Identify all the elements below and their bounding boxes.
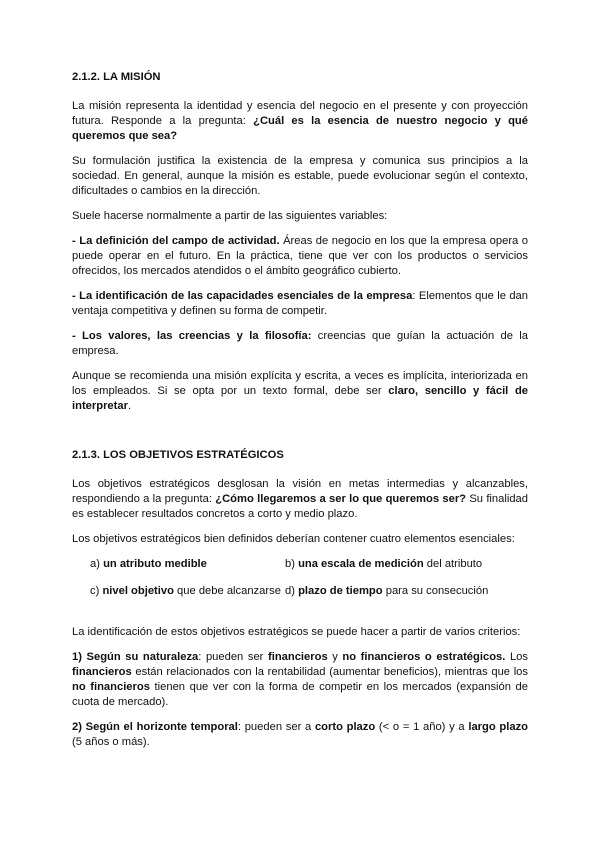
c1-t4: están relacionados con la rentabilidad (aumentar beneficios), mientras que los: [131, 666, 528, 678]
element-item: [285, 557, 528, 572]
c2-t2: (< o = 1 año) y a: [375, 721, 469, 733]
objetivos-paragraph-1: [72, 477, 528, 522]
c1-t1: : pueden ser: [198, 651, 268, 663]
criterion-naturaleza: [72, 650, 528, 710]
c1-t5: tienen que ver con la forma de competir en los mercados (expansión de cuota de mercado).: [72, 681, 528, 708]
variable-1-text: Áreas de negocio en los que la empresa opera o puede operar en el futuro. En la práctica, tiene que ver con los productos o servicios ofrecidos, los mercados atendidos o el ámbito geográfico cubierto.: [72, 235, 528, 277]
section-heading-mision: 2.1.2. LA MISIÓN: [72, 71, 161, 83]
element-prefix: b): [285, 558, 299, 570]
mision-variable-3: [72, 329, 528, 359]
element-bold: un atributo medible: [103, 558, 207, 570]
c1-t3: Los: [505, 651, 528, 663]
objetivos-paragraph-2: Los objetivos estratégicos bien definidos deberían contener cuatro elementos esenciales:: [72, 533, 515, 545]
mision-p1-question: ¿Cuál es la esencia de nuestro negocio y qué queremos que sea?: [72, 115, 528, 142]
element-prefix: c): [90, 585, 103, 597]
c2-b2: corto plazo: [314, 721, 376, 733]
criterion-2-title: 2) Según el horizonte temporal: [72, 721, 238, 733]
variable-1-title: - La definición del campo de actividad.: [72, 235, 280, 247]
element-item: [90, 557, 285, 572]
mision-p1-text: La misión representa la identidad y esencia del negocio en el presente y con proyección futura. Responde a la pregunta:: [72, 100, 528, 127]
final-text: Aunque se recomienda una misión explícita y escrita, a veces es implícita, interiorizada en los empleados. Si se opta por un texto formal, debe ser: [72, 370, 528, 397]
variable-3-title: - Los valores, las creencias y la filosofía:: [72, 330, 312, 342]
element-bold: nivel objetivo: [102, 585, 174, 597]
mision-paragraph-2: Su formulación justifica la existencia de la empresa y comunica sus principios a la sociedad. En general, aunque la misión es estable, puede evolucionar según el contexto, dificultades o cambios en la dirección.: [72, 155, 528, 197]
element-prefix: a): [90, 558, 104, 570]
c1-b2: financieros: [267, 651, 328, 663]
element-rest: que debe alcanzarse: [173, 585, 281, 597]
element-item: [90, 584, 285, 599]
mision-paragraph-final: [72, 369, 528, 414]
mision-variable-2: [72, 289, 528, 319]
section-heading-objetivos: 2.1.3. LOS OBJETIVOS ESTRATÉGICOS: [72, 449, 284, 461]
c2-t3: (5 años o más).: [72, 736, 150, 748]
element-bold: una escala de medición: [298, 558, 424, 570]
objetivos-p1-end: Su finalidad es establecer resultados concretos a corto y medio plazo.: [72, 493, 528, 520]
final-bold: claro, sencillo y fácil de interpretar: [72, 385, 528, 412]
c2-t1: : pueden ser a: [237, 721, 315, 733]
element-rest: para su consecución: [382, 585, 489, 597]
element-bold: plazo de tiempo: [298, 585, 383, 597]
c1-b5: no financieros: [72, 681, 150, 693]
mision-paragraph-3: Suele hacerse normalmente a partir de las siguientes variables:: [72, 210, 388, 222]
c2-b3: largo plazo: [468, 721, 528, 733]
variable-2-title: - La identificación de las capacidades esenciales de la empresa: [72, 290, 413, 302]
variable-3-text: creencias que guían la actuación de la empresa.: [72, 330, 528, 357]
c1-b4: financieros: [72, 666, 132, 678]
mision-paragraph-1: [72, 99, 528, 144]
elements-list: [72, 557, 528, 599]
c1-b3: no financieros o estratégicos.: [342, 651, 506, 663]
objetivos-paragraph-3: La identificación de estos objetivos estratégicos se puede hacer a partir de varios criterios:: [72, 626, 521, 638]
objetivos-p1-text: Los objetivos estratégicos desglosan la visión en metas intermedias y alcanzables, respondiendo a la pregunta:: [72, 478, 528, 505]
c1-t2: y: [327, 651, 343, 663]
mision-variable-1: [72, 234, 528, 279]
element-rest: del atributo: [423, 558, 483, 570]
element-prefix: d): [285, 585, 299, 597]
element-item: [285, 584, 528, 599]
final-end: .: [127, 400, 132, 412]
objetivos-p1-question: ¿Cómo llegaremos a ser lo que queremos ser?: [215, 493, 467, 505]
variable-2-text: : Elementos que le dan ventaja competitiva y definen su forma de competir.: [72, 290, 528, 317]
criterion-1-title: 1) Según su naturaleza: [72, 651, 199, 663]
criterion-horizonte: [72, 720, 528, 750]
